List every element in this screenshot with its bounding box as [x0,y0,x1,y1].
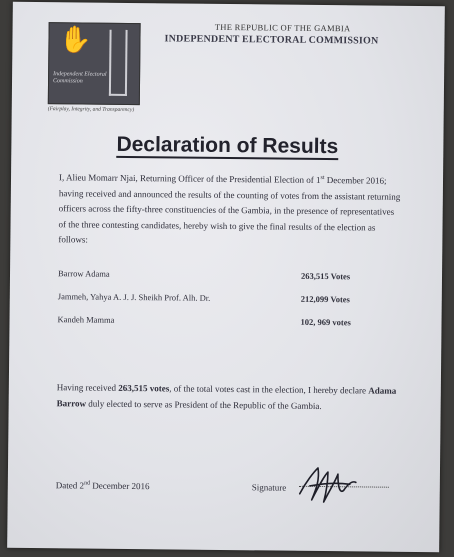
candidate-votes: 102, 969 votes [300,316,351,328]
declared-winner: Adama Barrow [56,385,397,409]
commission-heading: INDEPENDENT ELECTORAL COMMISSION [164,33,379,47]
logo-caption: Independent Electoral Commission [53,71,107,85]
declaration-text-3: duly elected to serve as President of the Republic of the Gambia. [85,398,322,411]
iec-logo [48,22,141,105]
date-suffix: December 2016 [90,480,150,492]
intro-paragraph [58,170,404,251]
declaration-votes: 263,515 votes [118,382,170,394]
candidate-name: Barrow Adama [57,268,110,279]
candidate-votes: 212,099 Votes [300,293,350,305]
document-page [7,2,445,552]
republic-heading: THE REPUBLIC OF THE GAMBIA [214,21,351,34]
intro-text-1: I, Alieu Momarr Njai, Returning Officer of the Presidential Election of 1 [58,172,321,185]
handwritten-signature [292,460,362,507]
declaration-text-1: Having received [56,382,119,393]
intro-sup: st [320,174,325,182]
declaration-paragraph [57,380,407,415]
result-row [57,291,388,305]
signature-label: Signature [251,482,287,493]
hand-ballot-icon: ✋ [59,25,93,55]
date-prefix: Dated 2 [55,480,85,491]
motto: (Fairplay, Integrity, and Transparency) [47,106,135,114]
ballot-box-icon [109,30,128,96]
date-line [56,480,150,491]
document-title [11,132,443,161]
result-row [57,314,388,328]
document-title-text: Declaration of Results [116,132,339,159]
result-row [57,268,388,282]
candidate-name: Jammeh, Yahya A. J. J. Sheikh Prof. Alh. Dr. [57,291,211,303]
date-sup: nd [84,480,91,487]
intro-text-2: December 2016; having received and announced the results of the counting of votes from the assistant returning officers across the fifty-three constituencies of the Gambia, in the presence of representatives of the three contesting candidates, hereby wish to give the final results of the election as follows: [58,175,401,245]
candidate-votes: 263,515 Votes [300,270,351,282]
candidate-name: Kandeh Mamma [57,314,115,325]
declaration-text-2: , of the total votes cast in the election, I hereby declare [169,383,369,396]
